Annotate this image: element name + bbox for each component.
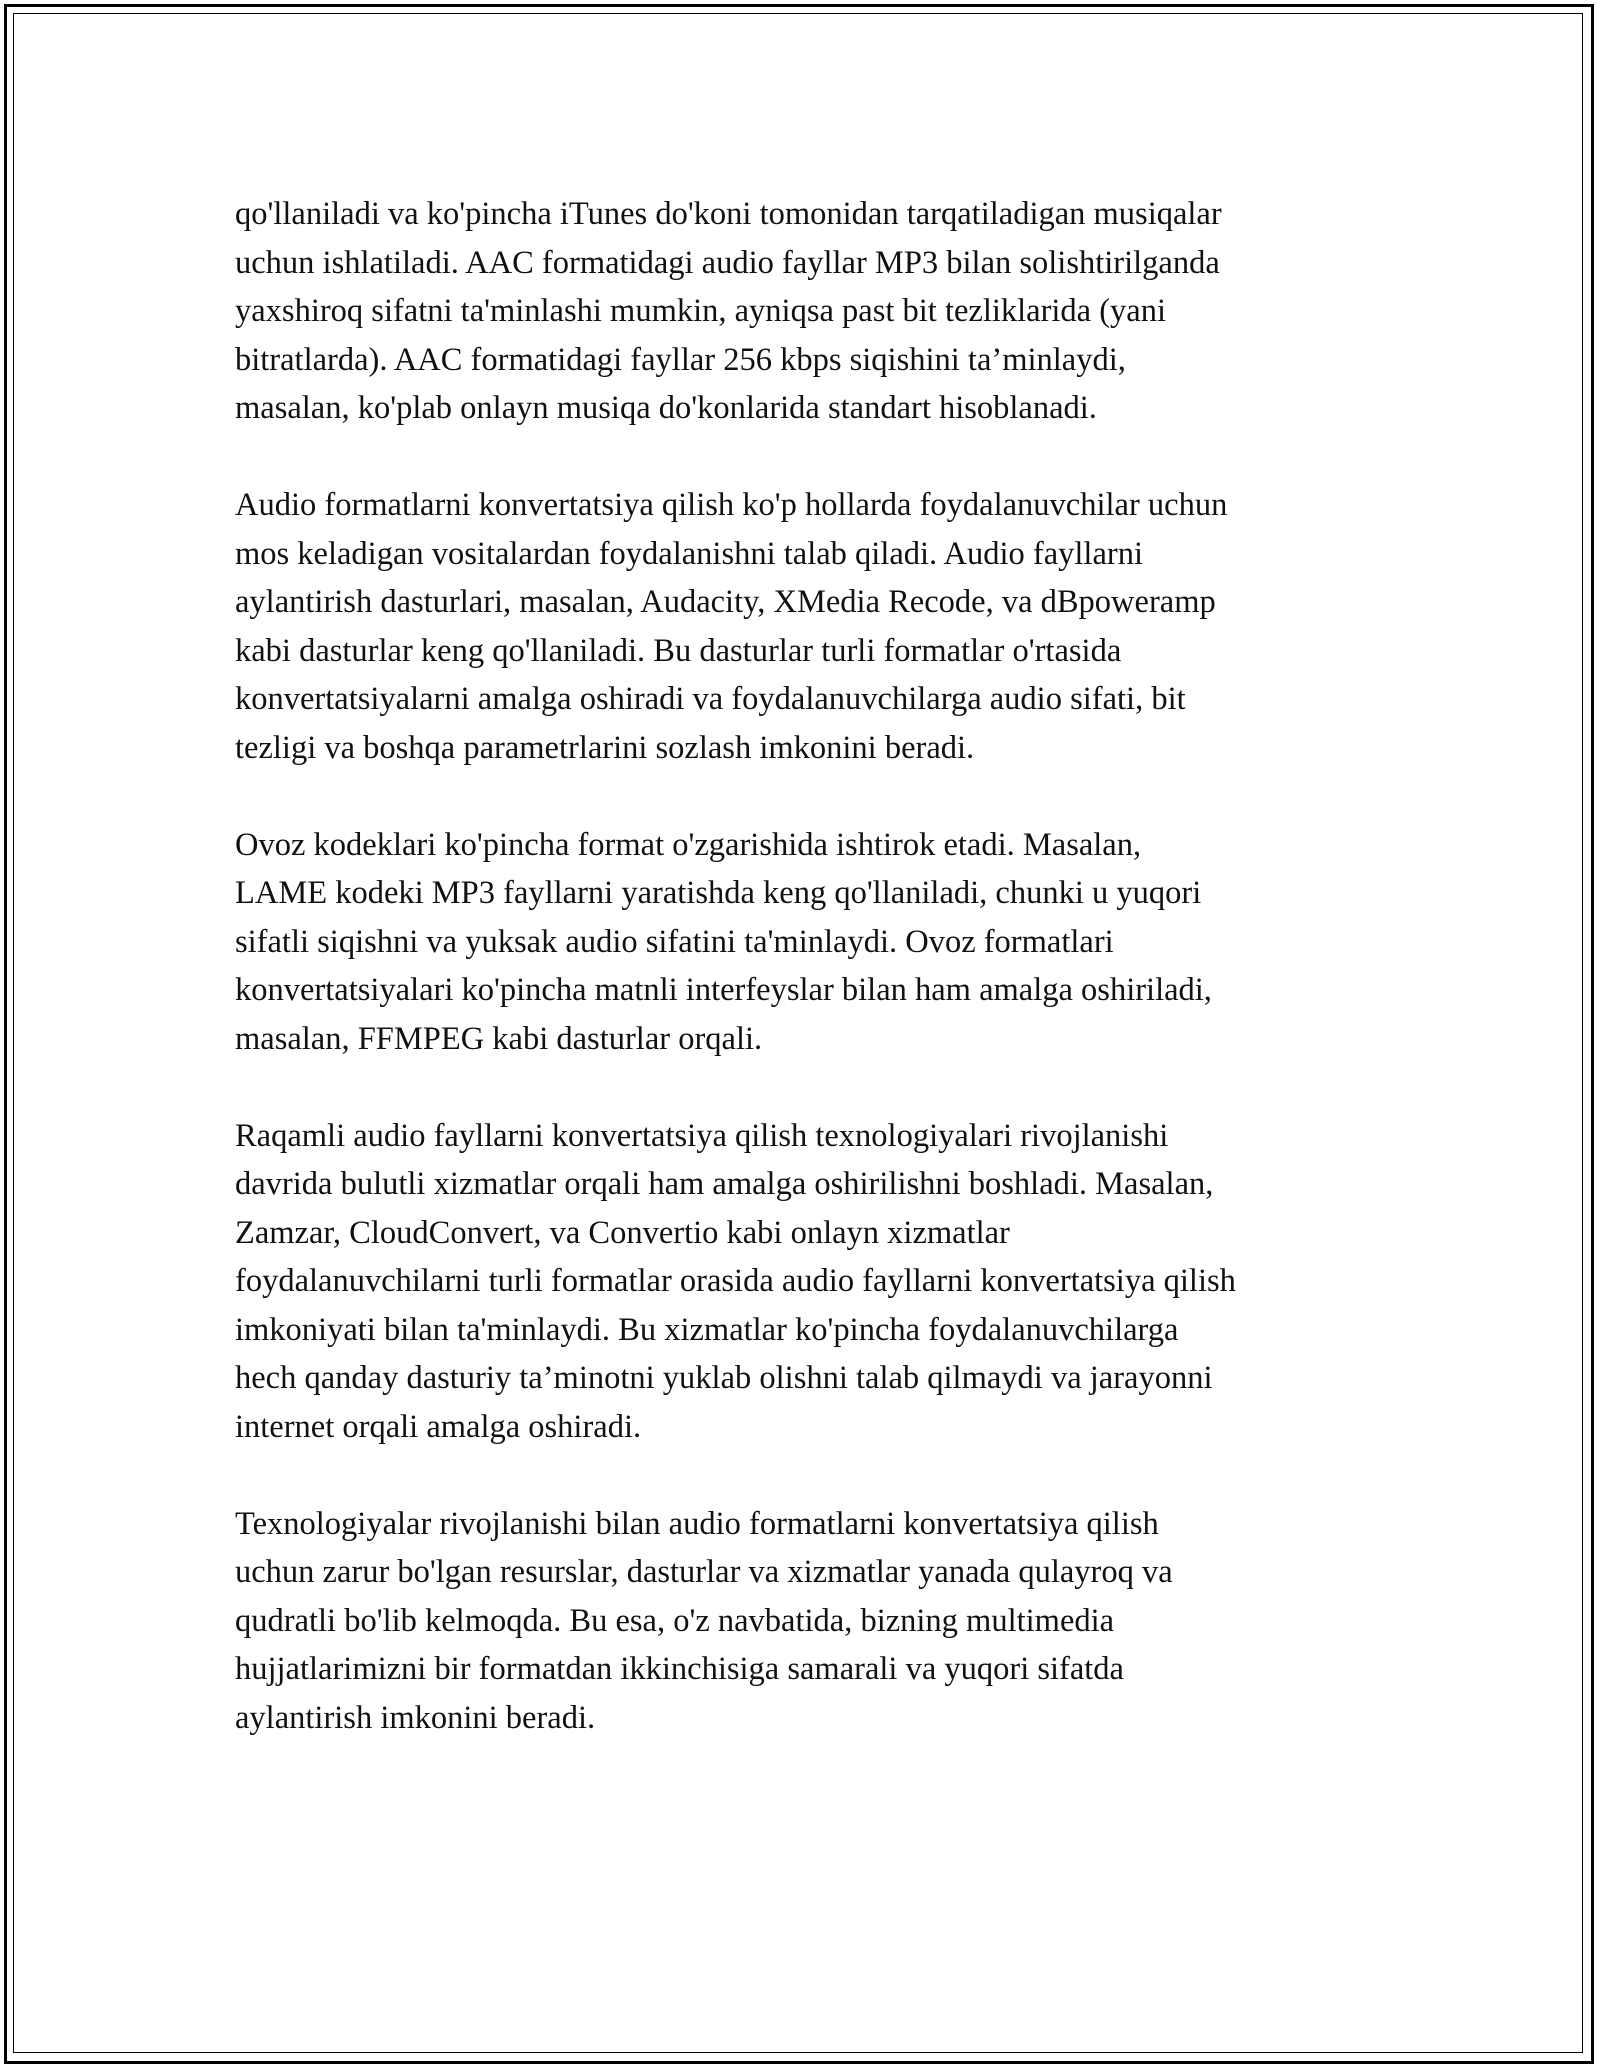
text-line: qudratli bo'lib kelmoqda. Bu esa, o'z navbatida, bizning multimedia (235, 1602, 1115, 1639)
text-line: aylantirish dasturlari, masalan, Audacity, XMedia Recode, va dBpoweramp (235, 584, 1216, 620)
text-line: konvertatsiyalari ko'pincha matnli interfeyslar bilan ham amalga oshiriladi, (235, 972, 1212, 1008)
text-line: tezligi va boshqa parametrlarini sozlash imkonini beradi. (235, 729, 975, 766)
text-line: hujjatlarimizni bir formatdan ikkinchisiga samarali va yuqori sifatda (235, 1651, 1124, 1687)
text-line: LAME kodeki MP3 fayllarni yaratishda keng qo'llaniladi, chunki u yuqori (235, 875, 1202, 911)
text-line: kabi dasturlar keng qo'llaniladi. Bu dasturlar turli formatlar o'rtasida (235, 632, 1122, 669)
text-line: uchun ishlatiladi. AAC formatidagi audio fayllar MP3 bilan solishtirilganda (235, 244, 1220, 281)
text-line: davrida bulutli xizmatlar orqali ham amalga oshirilishni boshladi. Masalan, (235, 1166, 1214, 1202)
text-line: Audio formatlarni konvertatsiya qilish ko'p hollarda foydalanuvchilar uchun (235, 487, 1228, 523)
text-line: internet orqali amalga oshiradi. (235, 1408, 642, 1445)
paragraph-2 (235, 481, 1375, 772)
text-line: mos keladigan vositalardan foydalanishni talab qiladi. Audio fayllarni (235, 535, 1143, 572)
text-line: konvertatsiyalarni amalga oshiradi va foydalanuvchilarga audio sifati, bit (235, 681, 1186, 717)
document-body (235, 190, 1375, 1742)
paragraph-5 (235, 1500, 1375, 1743)
text-line: uchun zarur bo'lgan resurslar, dasturlar va xizmatlar yanada qulayroq va (235, 1554, 1173, 1590)
text-line: foydalanuvchilarni turli formatlar orasida audio fayllarni konvertatsiya qilish (235, 1263, 1236, 1299)
text-line: Zamzar, CloudConvert, va Convertio kabi onlayn xizmatlar (235, 1214, 1010, 1251)
text-line: sifatli siqishni va yuksak audio sifatini ta'minlaydi. Ovoz formatlari (235, 923, 1114, 960)
text-line: aylantirish imkonini beradi. (235, 1699, 596, 1736)
text-line: Ovoz kodeklari ko'pincha format o'zgarishida ishtirok etadi. Masalan, (235, 826, 1142, 863)
text-line: yaxshiroq sifatni ta'minlashi mumkin, ayniqsa past bit tezliklarida (yani (235, 293, 1167, 329)
paragraph-1 (235, 190, 1375, 433)
paragraph-3 (235, 821, 1375, 1064)
text-line: bitratlarda). AAC formatidagi fayllar 256 kbps siqishini ta’minlaydi, (235, 341, 1126, 378)
text-line: hech qanday dasturiy ta’minotni yuklab olishni talab qilmaydi va jarayonni (235, 1360, 1213, 1396)
text-line: qo'llaniladi va ko'pincha iTunes do'koni tomonidan tarqatiladigan musiqalar (235, 196, 1222, 232)
text-line: Texnologiyalar rivojlanishi bilan audio formatlarni konvertatsiya qilish (235, 1505, 1159, 1542)
text-line: masalan, FFMPEG kabi dasturlar orqali. (235, 1020, 763, 1057)
paragraph-4 (235, 1112, 1375, 1452)
text-line: masalan, ko'plab onlayn musiqa do'konlarida standart hisoblanadi. (235, 390, 1097, 426)
text-line: imkoniyati bilan ta'minlaydi. Bu xizmatlar ko'pincha foydalanuvchilarga (235, 1311, 1179, 1348)
text-line: Raqamli audio fayllarni konvertatsiya qilish texnologiyalari rivojlanishi (235, 1117, 1169, 1154)
